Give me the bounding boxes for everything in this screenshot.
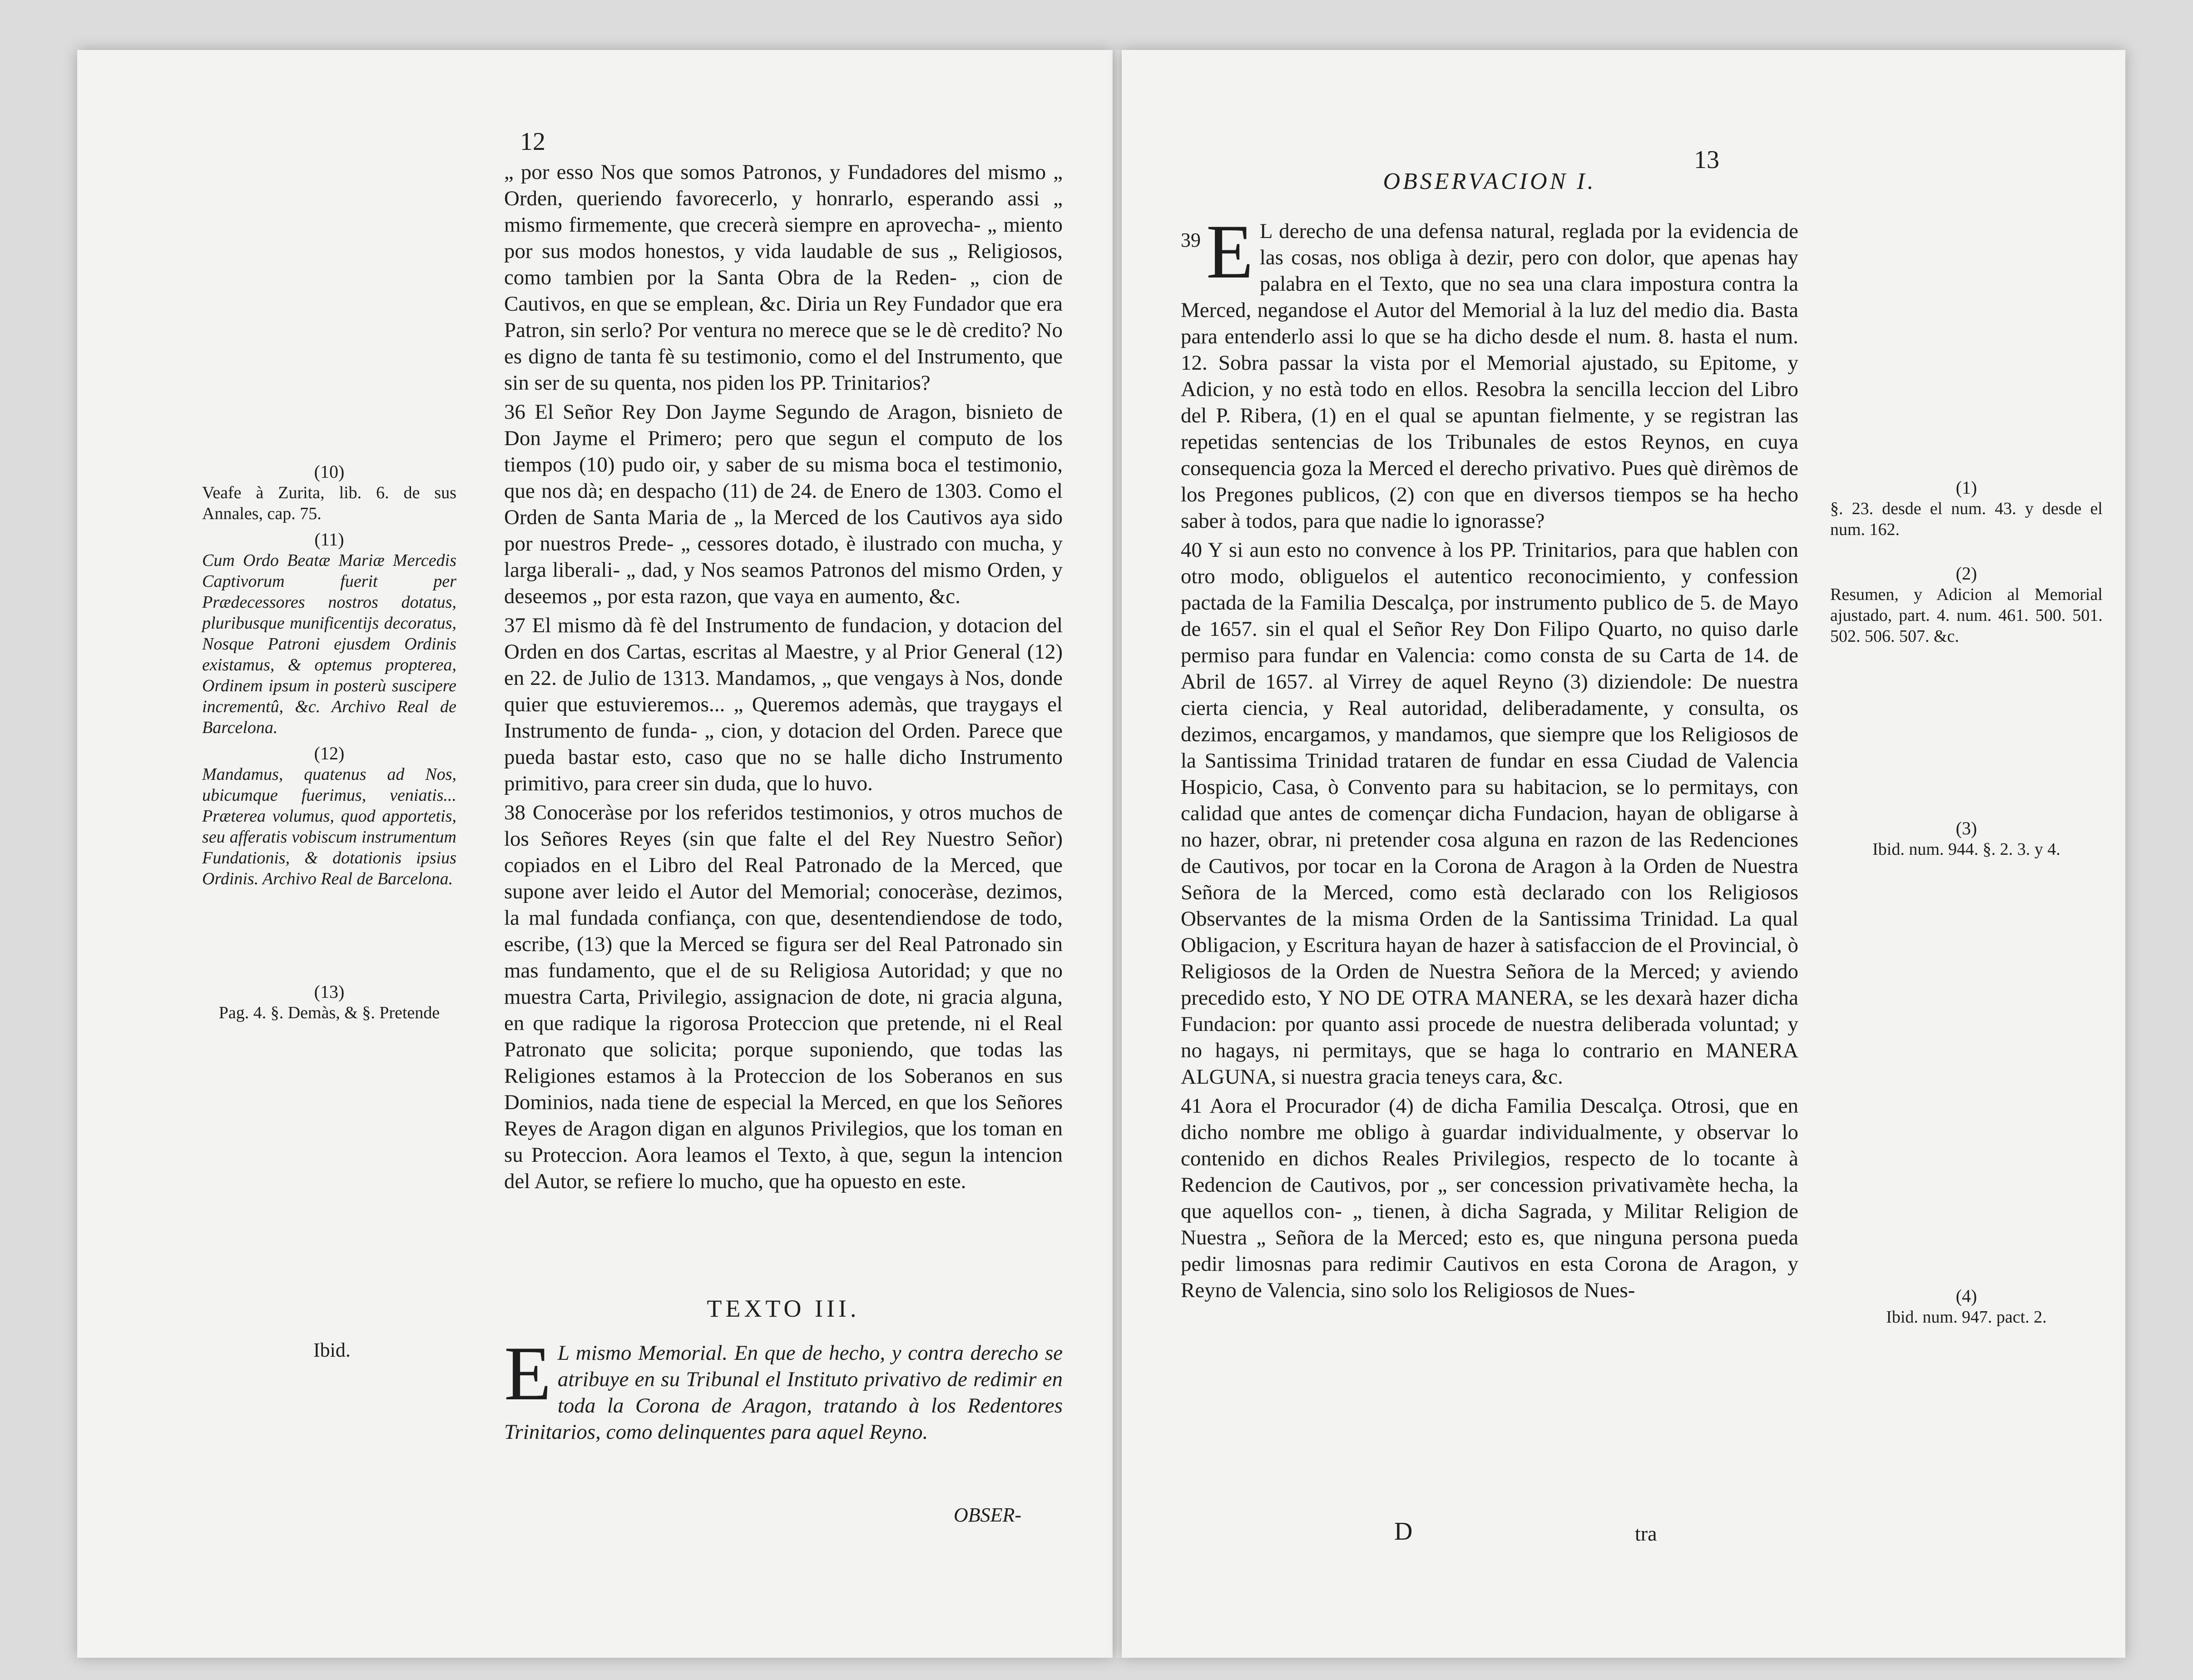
paragraph-38: 38 Conoceràse por los referidos testimonios, y otros muchos de los Señores Reyes (sin que falte el del Rey Nuestro Señor) copiados en el Libro del Real Patronado de la Merced, que supone aver leido el Autor del Memorial; conoceràse, dezimos, la mal fundada confiança, con que, desentendiendose de todo, escribe, (13) que la Merced se figura ser del Real Patronado sin mas fundamento, que el de su Religiosa Autoridad; y que no muestra Carta, Privilegio, assignacion de dote, ni gracia alguna, en que radique la rigorosa Proteccion que pretende, ni el Real Patronato que solicita; porque suponiendo, que todas las Religiones estamos à la Proteccion de los Soberanos en sus Dominios, nada tiene de especial la Merced, en que los Señores Reyes de Aragon digan en algunos Privilegios, que los toman en su Proteccion. Aora leamos el Texto, à que, segun la intencion del Autor, se refiere lo mucho, que ha opuesto en este. [504,801,1063,1193]
note-ref-10: (10) [314,461,345,482]
section-heading-observacion: OBSERVACION I. [1383,168,1596,194]
catchword-left: OBSER- [954,1504,1022,1526]
note-ibid: Ibid. [313,1339,351,1361]
right-page [1122,50,2125,1658]
note-ref-12: (12) [314,743,345,763]
note-ref-13: (13) [314,981,345,1002]
note-ref-3: (3) [1955,818,1977,838]
page-number-left: 12 [520,128,545,156]
note-ref-2: (2) [1955,563,1977,584]
note-ref-1: (1) [1955,477,1977,498]
margin-notes-right [1830,477,2103,651]
margin-notes-left [202,461,456,894]
paragraph-40: 40 Y si aun esto no convence à los PP. Trinitarios, para que hablen con otro modo, obliguelos el autentico reconocimiento, y confession pactada de la Familia Descalça, por instrumento publico de 5. de Mayo de 1657. sin el qual el Señor Rey Don Filipo Quarto, no quiso darle permiso para fundar en Valencia: como consta de su Carta de 14. de Abril de 1657. al Virrey de aquel Reyno (3) diziendole: De nuestra cierta ciencia, y Real autoridad, deliberadamente, y consulta, os dezimos, encargamos, y mandamos, que siempre que los Religiosos de la Santissima Trinidad trataren de fundar en essa Ciudad de Valencia Hospicio, Casa, ò Convento para su habitacion, se lo permitays, con calidad que antes de començar dicha Fundacion, hayan de obligarse à no hazer, obrar, ni pretender cosa alguna en razon de las Redenciones de Cautivos, por tocar en la Corona de Aragon à la Orden de Nuestra Señora de la Merced, como està declarado con los Religiosos Observantes de la misma Orden de la Santissima Trinidad. La qual Obligacion, y Escritura hayan de hazer à satisfaccion de el Provincial, ò Religiosos de la Orden de Nuestra Señora de la Merced; y aviendo precedido esto, Y NO DE OTRA MANERA, se les dexarà hazer dicha Fundacion: por quanto assi procede de nuestra deliberada voluntad; y no hagays, ni permitays, que se haga lo contrario en MANERA ALGUNA, si nuestra gracia teneys cara, &c. [1181,538,1798,1089]
note-1: §. 23. desde el num. 43. y desde el num. 162. [1830,499,2103,539]
note-4: Ibid. num. 947. pact. 2. [1886,1308,2047,1327]
note-12: Mandamus, quatenus ad Nos, ubicumque fuerimus, veniatis... Præterea volumus, quod apportetis, seu afferatis vobiscum instrumentum Fundationis, & dotationis ipsius Ordinis. Archivo Real de Barcelona. [202,765,456,888]
margin-note-3-block [1830,818,2103,864]
catchword-right: tra [1635,1522,1657,1545]
note-11: Cum Ordo Beatæ Mariæ Mercedis Captivorum fuerit per Prædecessores nostros dotatus, pluribusque munificentijs decoratus, Nosque Patroni ejusdem Ordinis existamus, & optemus propterea, Ordinem ipsum in posterù suscipere incrementû, &c. Archivo Real de Barcelona. [202,551,456,737]
note-10: Veafe à Zurita, lib. 6. de sus Annales, cap. 75. [202,483,456,523]
paragraph-39-number: 39 [1181,229,1201,251]
paragraph-35-cont: „ por esso Nos que somos Patronos, y Fundadores del mismo „ Orden, queriendo favorecerlo, y honrarlo, esperando assi „ mismo firmemente, que crecerà siempre en aprovecha- „ miento por sus modos honestos, y vida laudable de sus „ Religiosos, como tambien por la Santa Obra de la Reden- „ cion de Cautivos, en que se emplean, &c. Diria un Rey Fundador que era Patron, sin serlo? Por ventura no merece que se le dè credito? No es digno de tanta fè su testimonio, como el del Instrumento, que sin ser de su quenta, nos piden los PP. Trinitarios? [504,160,1063,395]
dropcap-e-left: E [504,1331,551,1416]
paragraph-41: 41 Aora el Procurador (4) de dicha Familia Descalça. Otrosi, que en dicho nombre me obligo à guardar individualmente, y observar lo contenido en dichos Reales Privilegios, respecto de lo tocante à Redencion de Cautivos, por „ ser concession privativamète hecha, la que aquellos con- „ tienen, à dicha Sagrada, y Militar Religion de Nuestra „ Señora de la Merced; esto es, que ninguna persona pueda pedir limosnas para redimir Cautivos en esta Corona de Aragon, y Reyno de Valencia, sino solo los Religiosos de Nues- [1181,1094,1798,1302]
note-3: Ibid. num. 944. §. 2. 3. y 4. [1872,840,2060,859]
paragraph-36: 36 El Señor Rey Don Jayme Segundo de Aragon, bisnieto de Don Jayme el Primero; pero que segun el computo de los tiempos (10) pudo oir, y saber de su misma boca el testimonio, que nos dà; en despacho (11) de 24. de Enero de 1303. Como el Orden de Santa Maria de „ la Merced de los Cautivos aya sido por nuestros Prede- „ cessores dotado, è ilustrado con mucha, y larga liberali- „ dad, y Nos seamos Patronos del mismo Orden, y deseemos „ por esta razon, que vaya en aumento, &c. [504,400,1063,608]
note-ref-4: (4) [1955,1286,1977,1306]
paragraph-39 [1181,209,1798,534]
note-13: Pag. 4. §. Demàs, & §. Pretende [218,1003,440,1022]
paragraph-37: 37 El mismo dà fè del Instrumento de fundacion, y dotacion del Orden en dos Cartas, escritas al Maestre, y al Prior General (12) en 22. de Julio de 1313. Mandamos, „ que vengays à Nos, donde quier que estuvieremos... „ Queremos ademàs, que traygays el Instrumento de funda- „ cion, y dotacion del Orden. Parece que pueda bastar esto, caso que no se halle dicho Instrumento primitivo, para creer sin duda, que lo huvo. [504,614,1063,795]
margin-note-13-block [202,981,456,1028]
dropcap-e-right: E [1206,209,1253,294]
right-body [1181,209,1798,1306]
section-heading-texto: TEXTO III. [707,1295,860,1322]
paragraph-39-text: L derecho de una defensa natural, reglada por la evidencia de las cosas, nos obliga à dezir, pero con dolor, que apenas hay palabra en el Texto, que no sea una clara impostura contra la Merced, negandose el Autor del Memorial à la luz del medio dia. Basta para entenderlo assi lo que se ha dicho desde el num. 8. hasta el num. 12. Sobra passar la vista por el Memorial ajustado, su Epitome, y Adicion, y no està todo en ellos. Resobra la sencilla leccion del Libro del P. Ribera, (1) en el qual se apuntan fielmente, y se registran las repetidas sentencias de los Tribunales de estos Reynos, en cuya consequencia goza la Merced el derecho privativo. Pues què dirèmos de los Pregones publicos, (2) con que en diversos tiempos se ha hecho saber à todos, para que nadie lo ignorasse? [1181,219,1798,533]
left-page [77,50,1113,1658]
text-iii-block [504,1331,1063,1445]
note-2: Resumen, y Adicion al Memorial ajustado, part. 4. num. 461. 500. 501. 502. 506. 507. &c. [1830,585,2103,646]
left-body [504,159,1063,1197]
note-ref-11: (11) [314,529,344,550]
page-number-right: 13 [1694,146,1719,174]
signature-mark: D [1394,1517,1413,1546]
text-iii-body: L mismo Memorial. En que de hecho, y contra derecho se atribuye en su Tribunal el Instituto privativo de redimir en toda la Corona de Aragon, tratando à los Redentores Trinitarios, como delinquentes para aquel Reyno. [504,1341,1063,1444]
margin-note-4-block [1830,1285,2103,1332]
